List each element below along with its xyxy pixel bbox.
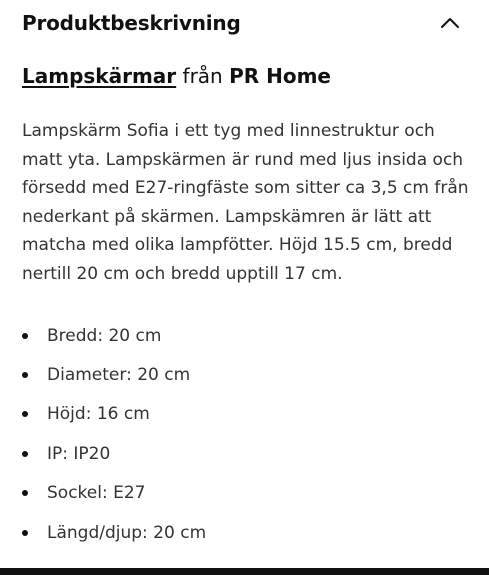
bottom-bar (0, 568, 489, 575)
spec-item (22, 316, 206, 355)
product-description-header[interactable] (22, 6, 467, 40)
spec-item-text: Längd/djup: 20 cm (47, 522, 207, 543)
spec-item (22, 513, 206, 552)
brand-name: PR Home (229, 64, 331, 88)
spec-item-text: IP: IP20 (47, 443, 111, 464)
product-description-text: Lampskärm Sofia i ett tyg med linnestruktur och matt yta. Lampskärmen är rund med ljus insida och försedd med E27-ringfäste som sitter ca 3,5 cm från nederkant på skärmen. Lampskämren är lätt att matcha med olika lampfötter. Höjd 15.5 cm, bredd nertill 20 cm och bredd upptill 17 cm. (22, 121, 469, 284)
bullet-icon (22, 411, 28, 417)
spec-item (22, 395, 206, 434)
from-text: från (182, 64, 223, 88)
spec-item (22, 434, 206, 473)
category-link[interactable]: Lampskärmar (22, 64, 177, 88)
bullet-icon (22, 490, 28, 496)
spec-item-text: Höjd: 16 cm (47, 404, 150, 425)
spec-item (22, 355, 206, 394)
spec-list (22, 316, 206, 552)
bullet-icon (22, 451, 28, 457)
spec-item-text: Sockel: E27 (47, 483, 146, 504)
bullet-icon (22, 372, 28, 378)
spec-item-text: Diameter: 20 cm (47, 365, 191, 386)
chevron-up-icon[interactable] (439, 12, 461, 34)
spec-item-text: Bredd: 20 cm (47, 325, 162, 346)
section-title: Produktbeskrivning (22, 11, 241, 35)
bullet-icon (22, 333, 28, 339)
category-brand-line (22, 64, 331, 88)
bullet-icon (22, 530, 28, 536)
spec-item (22, 474, 206, 513)
